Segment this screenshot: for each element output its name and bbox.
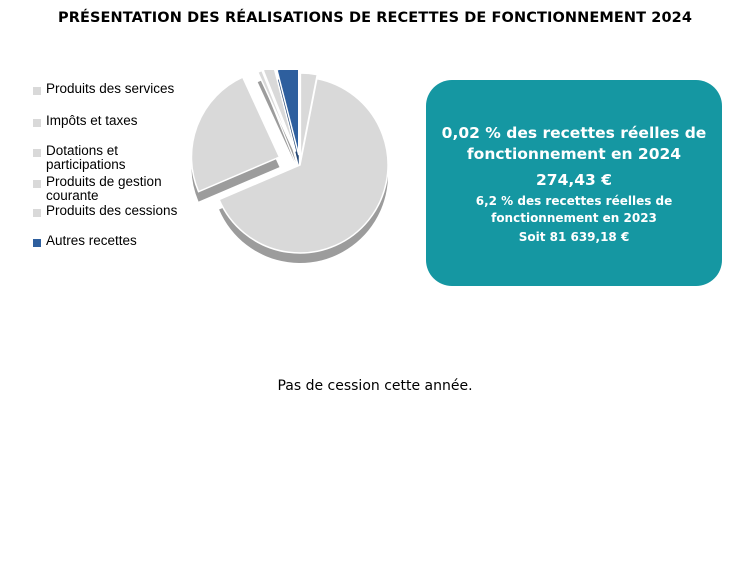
legend-swatch: [33, 239, 41, 247]
legend-label: Impôts et taxes: [46, 113, 138, 128]
legend-swatch: [33, 180, 41, 188]
page-title: PRÉSENTATION DES RÉALISATIONS DE RECETTES DE FONCTIONNEMENT 2024: [57, 10, 693, 26]
info-box: [426, 80, 722, 286]
legend-swatch: [33, 87, 41, 95]
info-amount-2024: 274,43 €: [536, 171, 612, 189]
legend-label: Produits des services: [46, 81, 175, 96]
info-amount-2023: Soit 81 639,18 €: [518, 230, 630, 244]
legend-label: Dotations et participations: [46, 143, 126, 172]
legend-label: Produits des cessions: [46, 203, 178, 218]
legend-swatch: [33, 149, 41, 157]
cession-note: Pas de cession cette année.: [277, 378, 473, 394]
legend-label: Produits de gestion courante: [46, 174, 162, 203]
legend-label: Autres recettes: [46, 233, 137, 248]
info-percent-2024: 0,02 % des recettes réelles de fonctionnement en 2024: [441, 124, 707, 163]
legend-swatch: [33, 119, 41, 127]
info-percent-2023: 6,2 % des recettes réelles de fonctionnement en 2023: [475, 194, 673, 225]
pie-chart: [190, 70, 410, 285]
legend-swatch: [33, 209, 41, 217]
